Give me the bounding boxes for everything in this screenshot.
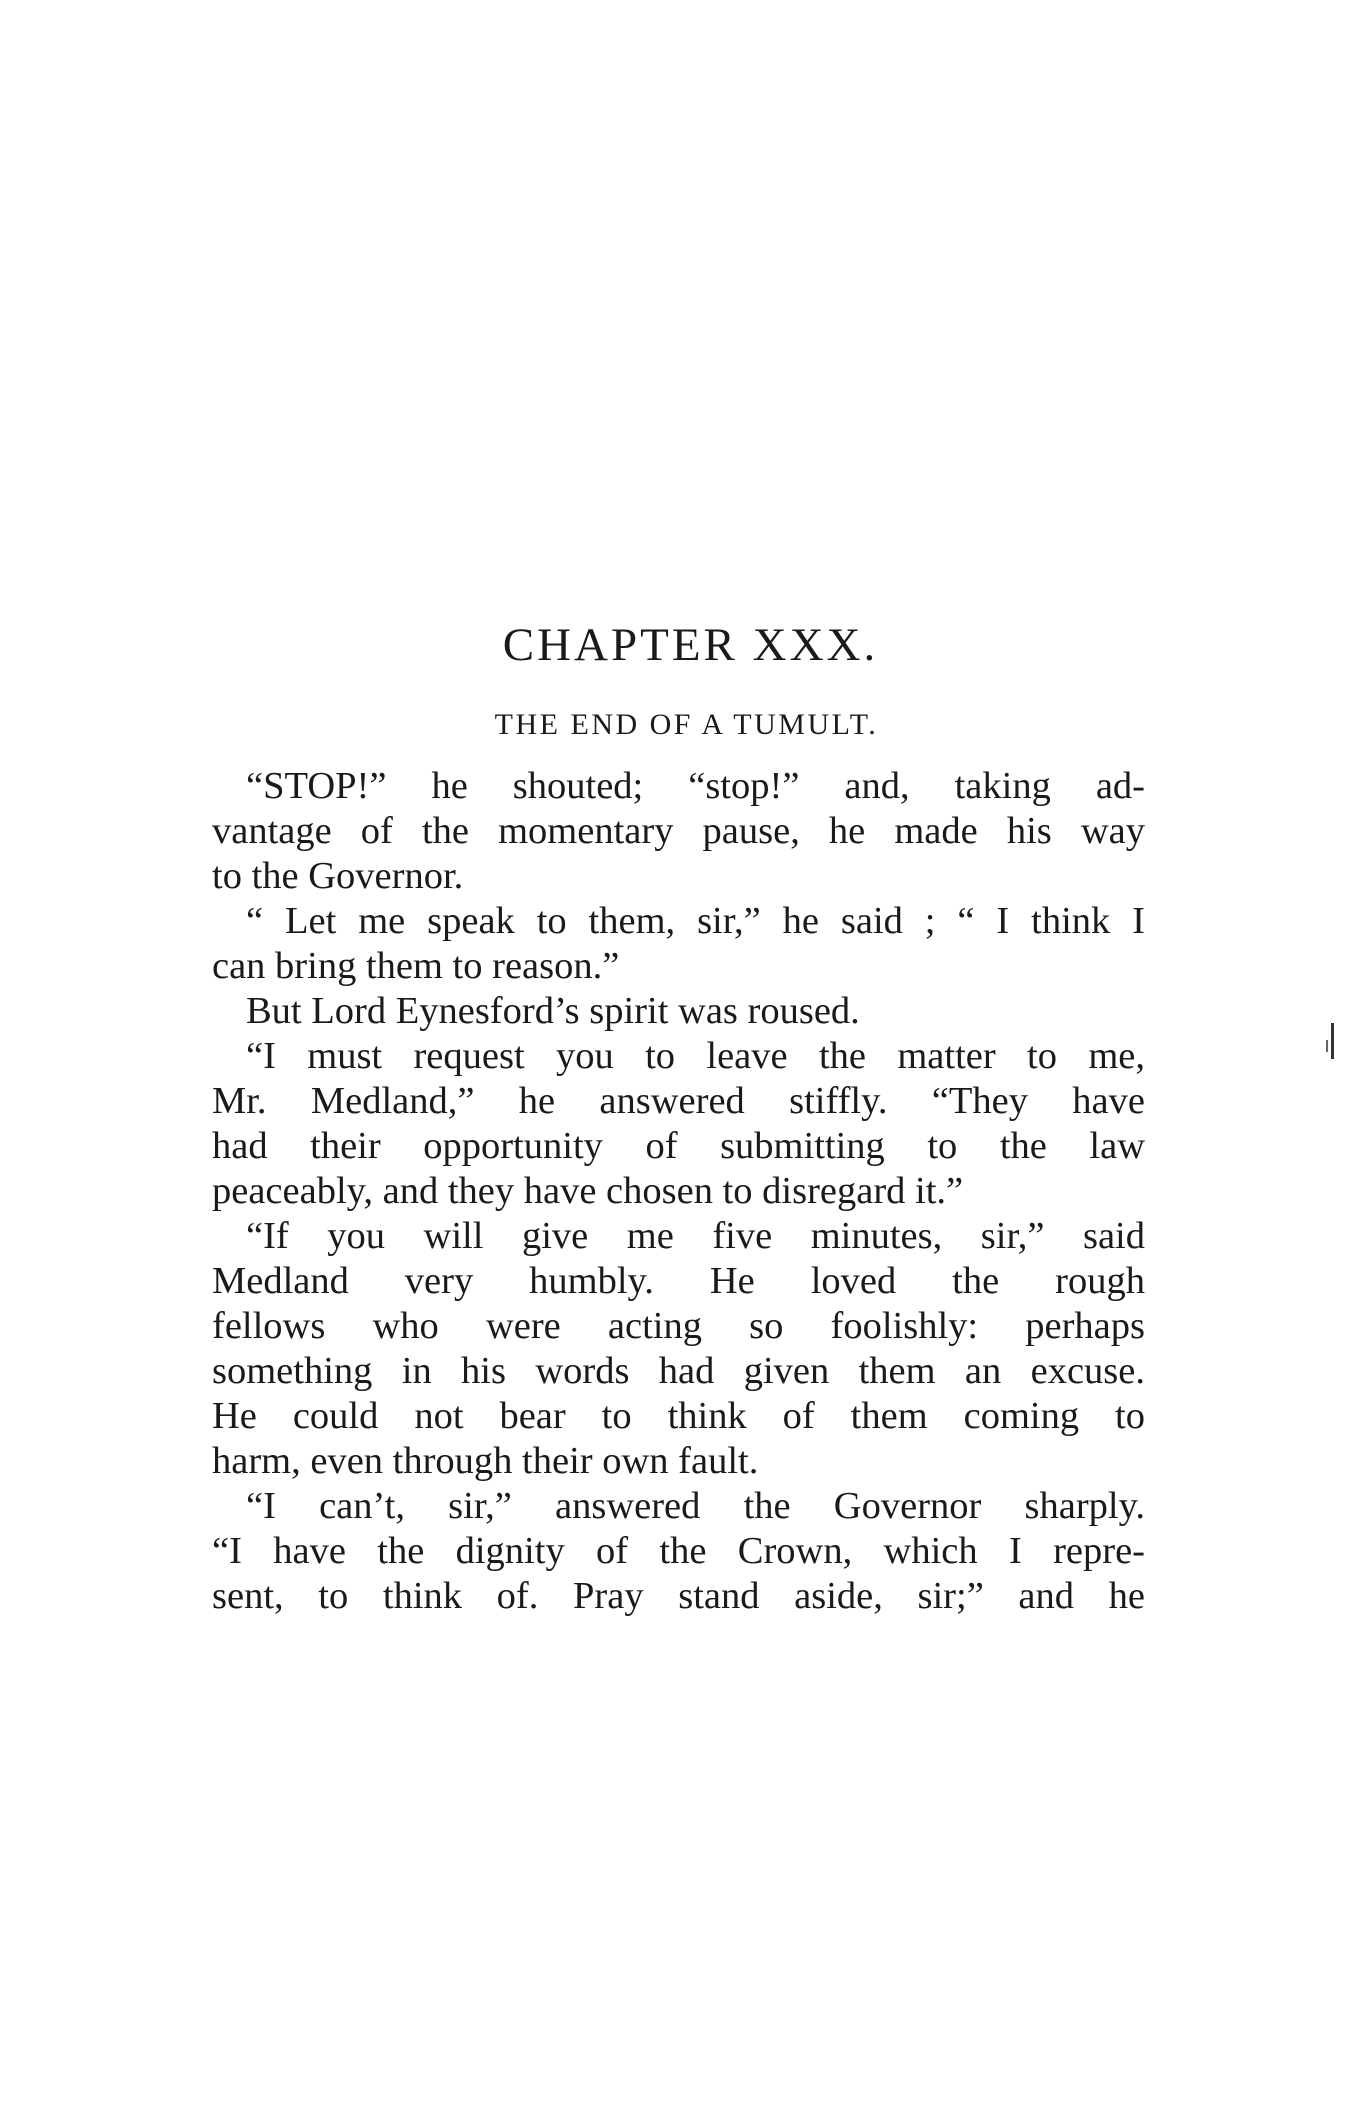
body-text [212, 764, 1145, 1619]
text-line: “ Let me speak to them, sir,” he said ; “ I think I [246, 900, 1145, 942]
text-line: can bring them to reason.” [212, 945, 620, 987]
text-line: “I must request you to leave the matter to me, [246, 1035, 1145, 1077]
text-line: sent, to think of. Pray stand aside, sir;” and he [212, 1575, 1145, 1617]
text-line: “STOP!” he shouted; “stop!” and, taking ad- [246, 765, 1145, 807]
text-line: peaceably, and they have chosen to disregard it.” [212, 1170, 964, 1212]
text-line: “I can’t, sir,” answered the Governor sharply. [246, 1485, 1145, 1527]
text-line: fellows who were acting so foolishly: perhaps [212, 1305, 1145, 1347]
margin-mark-small [1326, 1040, 1328, 1052]
text-line: Medland very humbly. He loved the rough [212, 1260, 1145, 1302]
text-line: But Lord Eynesford’s spirit was roused. [246, 990, 860, 1032]
text-line: Mr. Medland,” he answered stiffly. “They have [212, 1080, 1145, 1122]
chapter-title: CHAPTER XXX. [502, 619, 879, 671]
margin-mark [1331, 1023, 1334, 1059]
text-line: harm, even through their own fault. [212, 1440, 759, 1482]
text-line: to the Governor. [212, 855, 464, 897]
text-line: “I have the dignity of the Crown, which I repre- [212, 1530, 1145, 1572]
text-line: something in his words had given them an excuse. [212, 1350, 1145, 1392]
text-line: vantage of the momentary pause, he made his way [212, 810, 1145, 852]
text-line: “If you will give me five minutes, sir,” said [246, 1215, 1145, 1257]
text-line: had their opportunity of submitting to the law [212, 1125, 1145, 1167]
text-line: He could not bear to think of them coming to [212, 1395, 1145, 1437]
chapter-subtitle: THE END OF A TUMULT. [494, 708, 879, 741]
